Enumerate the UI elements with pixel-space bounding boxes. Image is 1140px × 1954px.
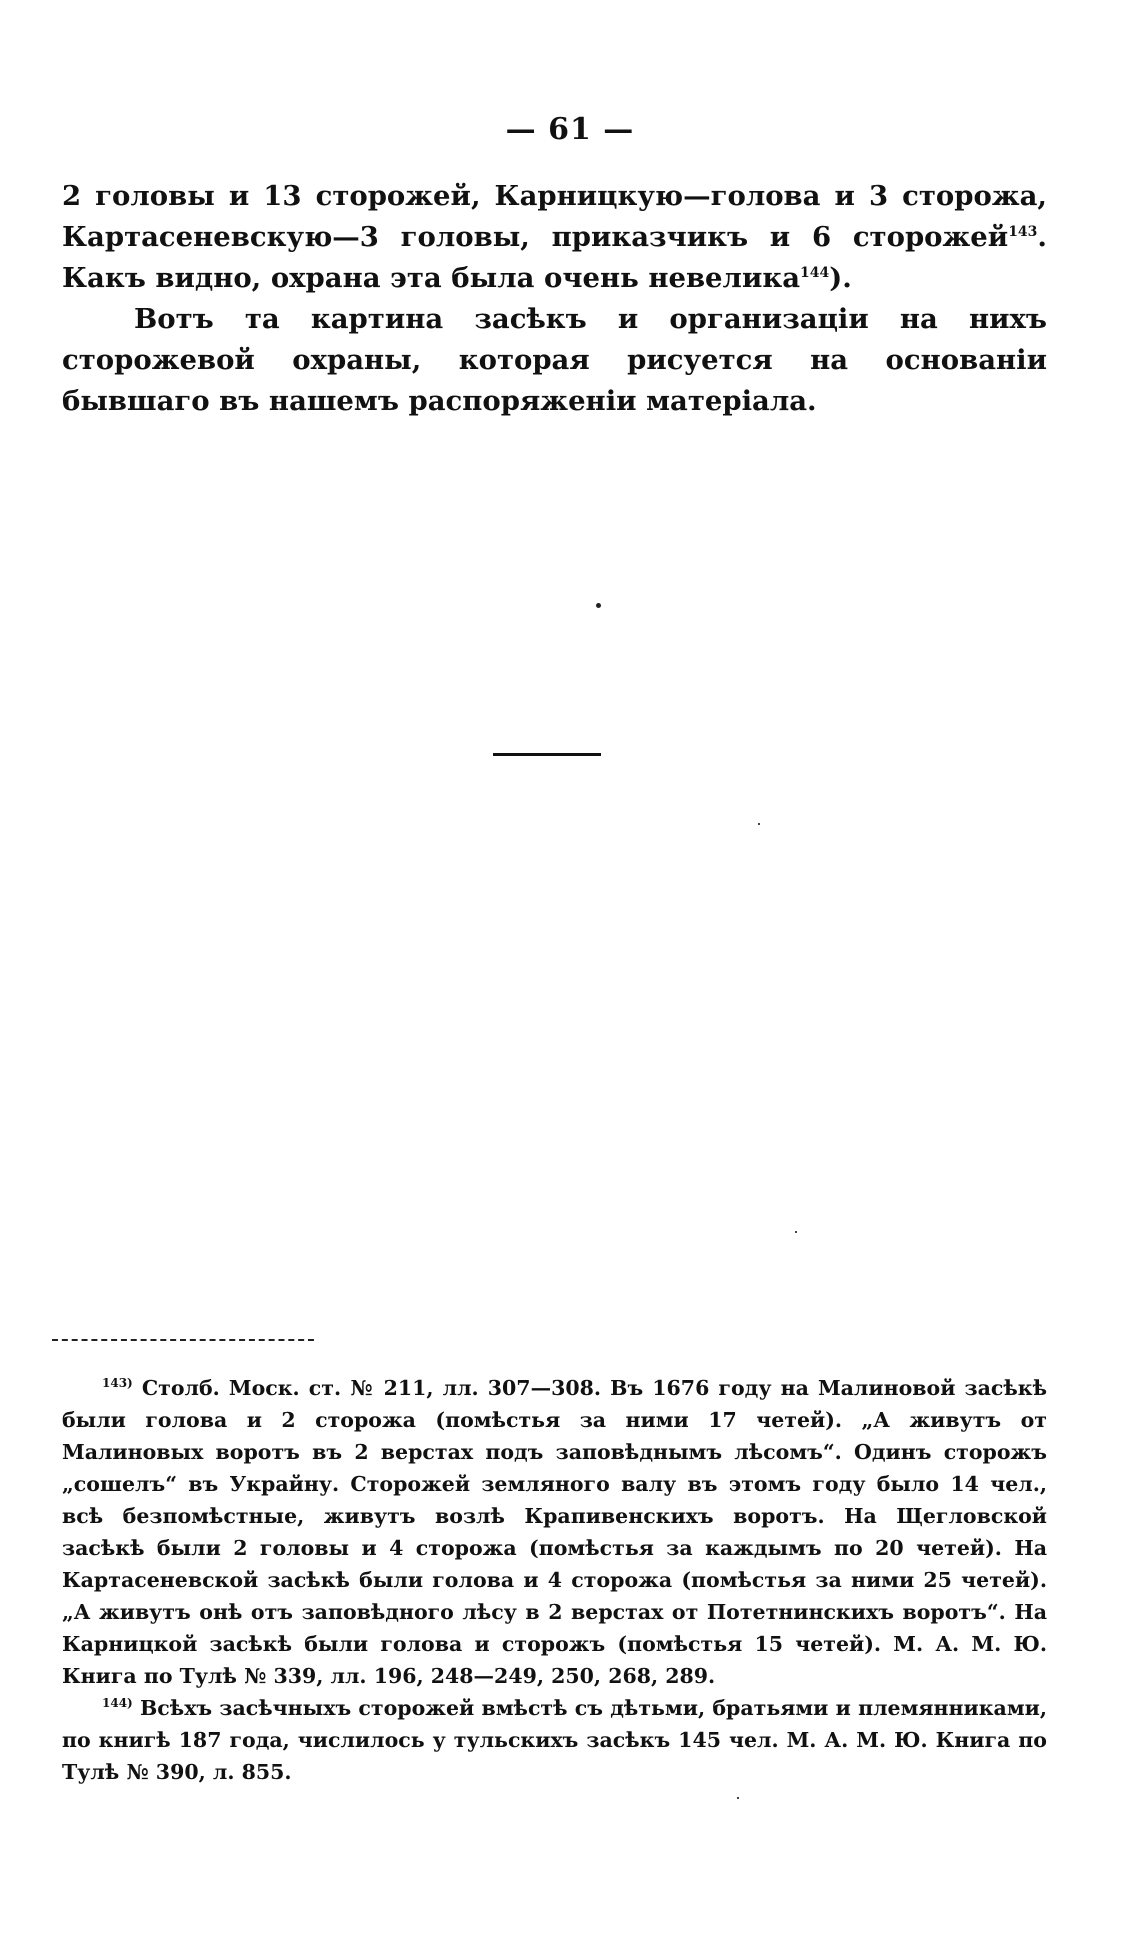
paragraph-1-text-3: ). — [829, 262, 852, 294]
footnote-ref-144: 144 — [800, 264, 830, 281]
section-divider — [493, 753, 601, 756]
footnotes — [62, 1372, 1047, 1788]
footnote-143-text: Столб. Моск. ст. № 211, лл. 307—308. Въ 1676 году на Малиновой засѣкѣ были голова и 2 сторожа (помѣстья за ними 17 четей). „А живутъ от Малиновых воротъ въ 2 верстах подъ заповѣднымъ лѣсомъ“. Одинъ сторожъ „сошелъ“ въ Украйну. Сторожей земляного валу въ этомъ году было 14 чел., всѣ безпомѣстные, живутъ возлѣ Крапивенскихъ воротъ. На Щегловской засѣкѣ были 2 головы и 4 сторожа (помѣстья за каждымъ по 20 четей). На Картасеневской засѣкѣ были голова и 4 сторожа (помѣстья за ними 25 четей). „А живутъ онѣ отъ заповѣдного лѣсу в 2 верстах от Потетнинскихъ воротъ“. На Карницкой засѣкѣ были голова и сторожъ (помѣстья 15 четей). М. А. М. Ю. Книга по Тулѣ № 339, лл. 196, 248—249, 250, 268, 289. — [62, 1376, 1047, 1688]
print-speck — [737, 1797, 739, 1799]
page-number: — 61 — — [505, 112, 635, 147]
print-dot — [596, 603, 601, 608]
footnote-144 — [62, 1692, 1047, 1788]
footnote-144-text: Всѣхъ засѣчныхъ сторожей вмѣстѣ съ дѣтьми, братьями и племянниками, по книгѣ 187 года, числилось у тульскихъ засѣкъ 145 чел. М. А. М. Ю. Книга по Тулѣ № 390, л. 855. — [62, 1696, 1047, 1784]
footnote-ref-143: 143 — [1008, 223, 1038, 240]
print-speck — [795, 1231, 797, 1233]
paragraph-1-text-2: . Какъ видно, охрана эта была очень невелика — [62, 221, 1047, 294]
main-text — [62, 176, 1047, 422]
paragraph-1-text: 2 головы и 13 сторожей, Карницкую—голова и 3 сторожа, Картасеневскую—3 головы, приказчикъ и 6 сторожей — [62, 180, 1047, 253]
print-speck — [758, 823, 760, 825]
paragraph-1 — [62, 176, 1047, 299]
footnote-143-marker: 143) — [102, 1376, 133, 1391]
footnote-143 — [62, 1372, 1047, 1692]
footnote-144-marker: 144) — [102, 1696, 133, 1711]
paragraph-2: Вотъ та картина засѣкъ и организаціи на нихъ сторожевой охраны, которая рисуется на основаніи бывшаго въ нашемъ распоряженіи матеріала. — [62, 303, 1047, 417]
footnote-divider — [52, 1339, 314, 1341]
